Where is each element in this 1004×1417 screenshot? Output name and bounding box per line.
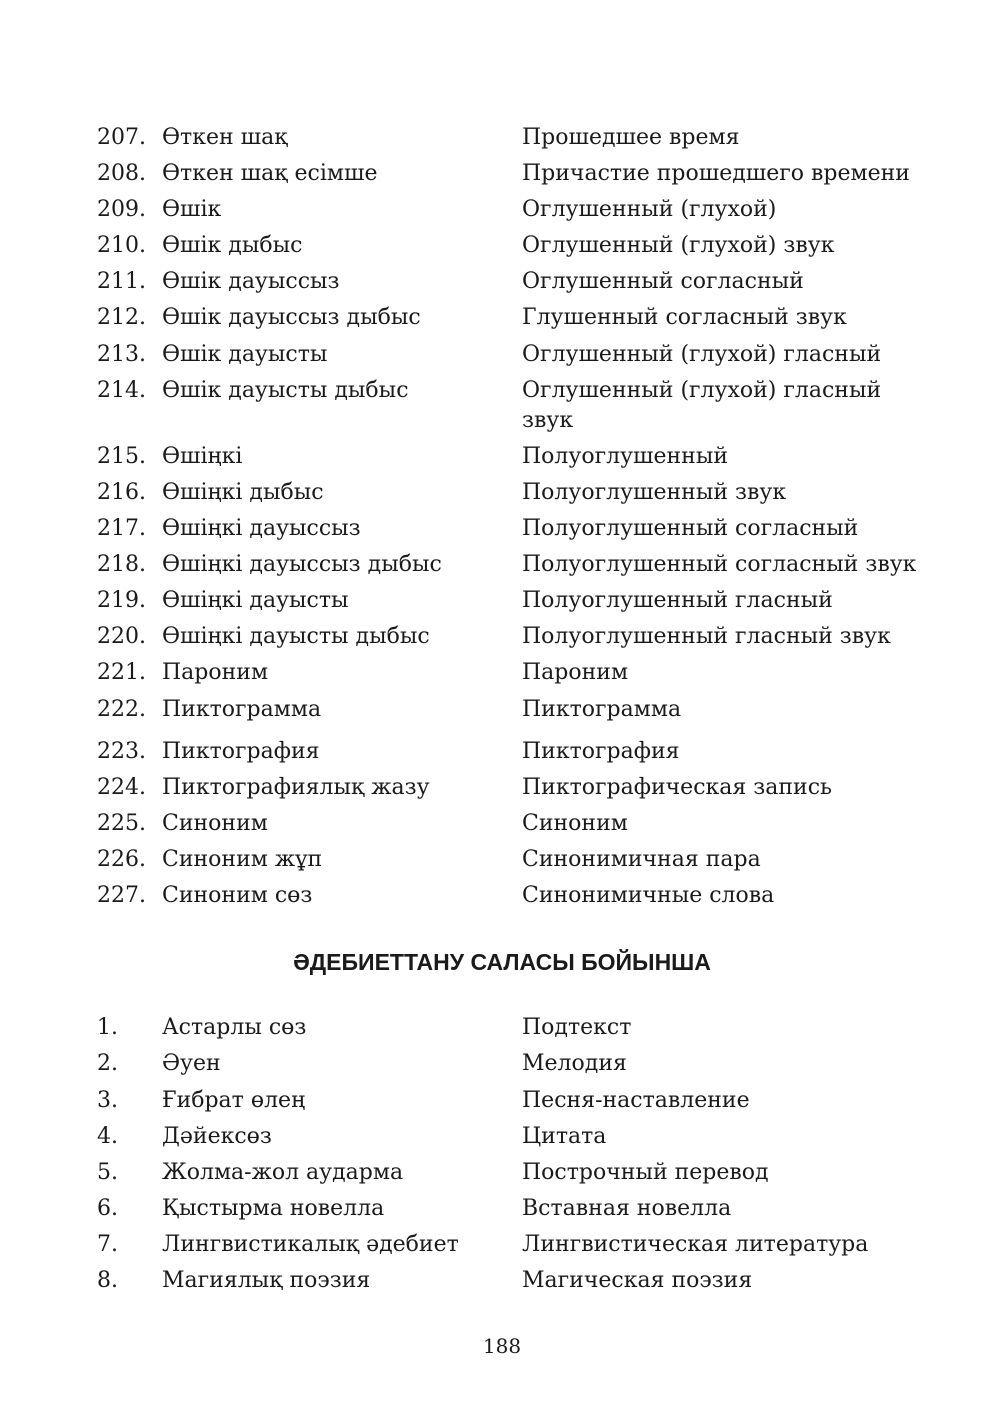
- term-kazakh: Өткен шақ: [162, 125, 288, 150]
- term-number: 3.: [97, 1088, 118, 1113]
- term-kazakh: Қыстырма новелла: [162, 1196, 385, 1221]
- term-number: 222.: [97, 697, 146, 722]
- term-number: 216.: [97, 480, 146, 505]
- term-number: 212.: [97, 305, 146, 330]
- term-number: 207.: [97, 125, 146, 150]
- term-number: 226.: [97, 847, 146, 872]
- term-kazakh: Өшік дыбыс: [162, 233, 303, 258]
- term-kazakh: Өшіңкі дыбыс: [162, 480, 324, 505]
- term-kazakh: Өшіңкі дауысты дыбыс: [162, 624, 430, 649]
- term-russian: Оглушенный (глухой) гласный: [522, 342, 882, 367]
- term-kazakh: Өшік дауыссыз дыбыс: [162, 305, 421, 330]
- term-kazakh: Өшік дауысты дыбыс: [162, 378, 409, 403]
- term-kazakh: Синоним сөз: [162, 883, 313, 908]
- term-russian: Полуоглушенный согласный: [522, 516, 859, 541]
- term-kazakh: Жолма-жол аударма: [162, 1160, 404, 1185]
- term-russian: Пиктография: [522, 739, 680, 764]
- term-russian: Песня-наставление: [522, 1088, 750, 1113]
- section-heading: ӘДЕБИЕТТАНУ САЛАСЫ БОЙЫНША: [293, 949, 711, 975]
- term-number: 209.: [97, 197, 146, 222]
- term-number: 225.: [97, 811, 146, 836]
- term-russian: Мелодия: [522, 1051, 627, 1076]
- term-kazakh: Лингвистикалық әдебиет: [162, 1232, 459, 1257]
- term-russian: Цитата: [522, 1124, 607, 1149]
- term-kazakh: Өшіңкі дауыссыз: [162, 516, 361, 541]
- term-kazakh: Синоним жұп: [162, 847, 323, 872]
- term-russian: Синоним: [522, 811, 628, 836]
- term-russian: Полуоглушенный гласный: [522, 588, 833, 613]
- term-russian: Пиктографическая запись: [522, 775, 832, 800]
- term-kazakh: Синоним: [162, 811, 268, 836]
- term-kazakh: Пиктография: [162, 739, 320, 764]
- term-russian: Лингвистическая литература: [522, 1232, 869, 1257]
- term-kazakh: Пиктограмма: [162, 697, 322, 722]
- term-russian: Оглушенный согласный: [522, 269, 804, 294]
- term-number: 7.: [97, 1232, 118, 1257]
- term-number: 1.: [97, 1015, 118, 1040]
- term-russian: Полуоглушенный: [522, 444, 729, 469]
- term-number: 219.: [97, 588, 146, 613]
- term-number: 227.: [97, 883, 146, 908]
- term-number: 218.: [97, 552, 146, 577]
- term-number: 215.: [97, 444, 146, 469]
- term-kazakh: Өткен шақ есімше: [162, 161, 378, 186]
- term-number: 2.: [97, 1051, 118, 1076]
- term-number: 220.: [97, 624, 146, 649]
- term-kazakh: Өшік дауыссыз: [162, 269, 340, 294]
- term-number: 6.: [97, 1196, 118, 1221]
- term-russian: Причастие прошедшего времени: [522, 161, 910, 186]
- term-number: 210.: [97, 233, 146, 258]
- term-kazakh: Өшік дауысты: [162, 342, 328, 367]
- term-russian: Пароним: [522, 660, 629, 685]
- term-number: 223.: [97, 739, 146, 764]
- term-kazakh: Магиялық поэзия: [162, 1268, 371, 1293]
- term-russian: Подтекст: [522, 1015, 632, 1040]
- term-russian: Прошедшее время: [522, 125, 740, 150]
- term-kazakh: Өшіңкі дауыссыз дыбыс: [162, 552, 442, 577]
- page-number: 188: [482, 1334, 522, 1358]
- term-kazakh: Дәйексөз: [162, 1124, 272, 1149]
- term-kazakh: Өшік: [162, 197, 222, 222]
- term-kazakh: Пиктографиялық жазу: [162, 775, 430, 800]
- term-russian: Пиктограмма: [522, 697, 682, 722]
- term-russian: Полуоглушенный согласный звук: [522, 552, 917, 577]
- term-number: 217.: [97, 516, 146, 541]
- term-russian: Оглушенный (глухой) звук: [522, 233, 835, 258]
- term-number: 208.: [97, 161, 146, 186]
- term-number: 224.: [97, 775, 146, 800]
- term-kazakh: Өшіңкі: [162, 444, 243, 469]
- term-number: 5.: [97, 1160, 118, 1185]
- term-russian: Построчный перевод: [522, 1160, 769, 1185]
- term-kazakh: Ғибрат өлең: [162, 1088, 306, 1113]
- term-number: 214.: [97, 378, 146, 403]
- term-russian: Оглушенный (глухой): [522, 197, 777, 222]
- term-russian: Синонимичная пара: [522, 847, 761, 872]
- term-russian: Синонимичные слова: [522, 883, 775, 908]
- term-russian: Полуоглушенный гласный звук: [522, 624, 891, 649]
- term-russian: Вставная новелла: [522, 1196, 732, 1221]
- term-kazakh: Астарлы сөз: [162, 1015, 307, 1040]
- term-russian: Магическая поэзия: [522, 1268, 753, 1293]
- term-number: 221.: [97, 660, 146, 685]
- term-kazakh: Әуен: [162, 1051, 221, 1076]
- term-russian: Полуоглушенный звук: [522, 480, 787, 505]
- term-number: 213.: [97, 342, 146, 367]
- term-russian: Глушенный согласный звук: [522, 305, 847, 330]
- term-kazakh: Пароним: [162, 660, 269, 685]
- term-number: 211.: [97, 269, 146, 294]
- term-number: 8.: [97, 1268, 118, 1293]
- term-russian: Оглушенный (глухой) гласный звук: [522, 378, 882, 433]
- term-number: 4.: [97, 1124, 118, 1149]
- term-kazakh: Өшіңкі дауысты: [162, 588, 349, 613]
